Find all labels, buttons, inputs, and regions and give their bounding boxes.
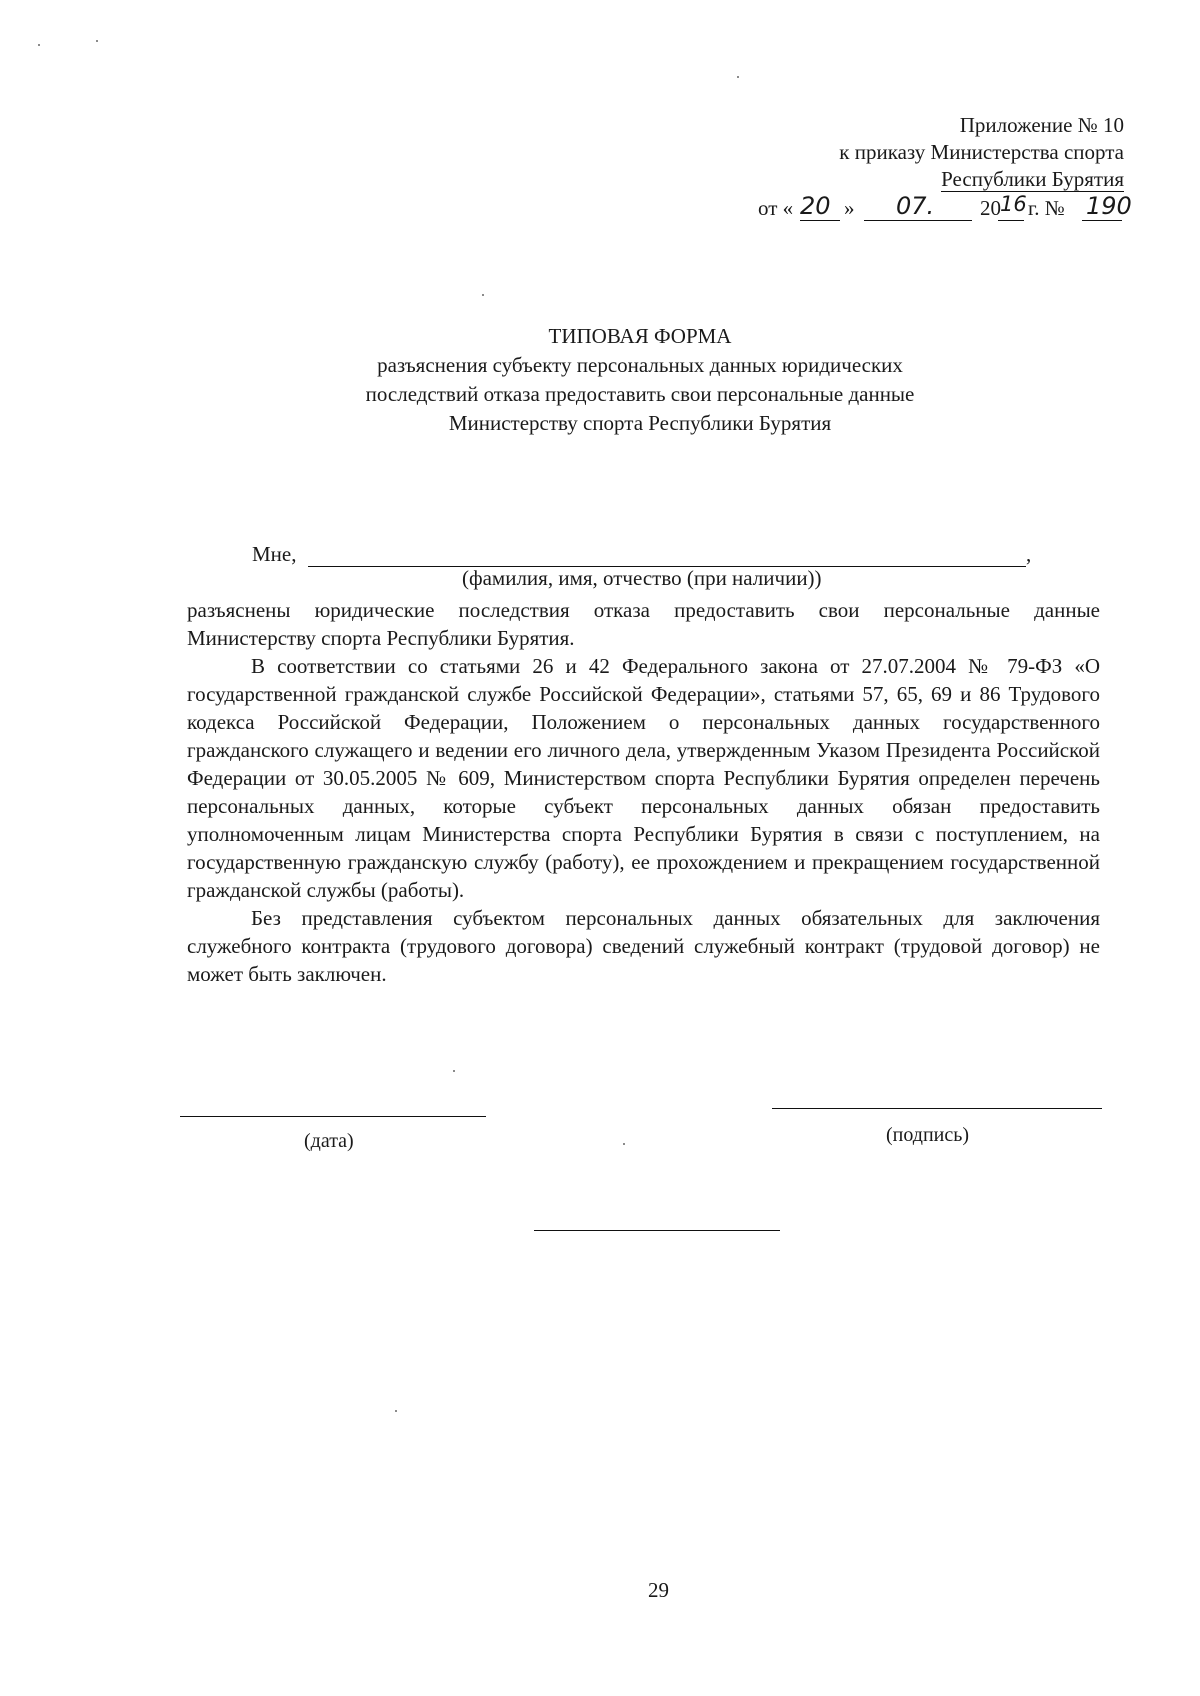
scan-speck (737, 76, 739, 78)
date-year-suffix: 16 (1000, 192, 1027, 216)
date-year-prefix: 20 (980, 196, 1001, 220)
signature-field-line[interactable] (772, 1108, 1102, 1109)
date-quote-close: » (844, 196, 855, 220)
paragraph-consequences: разъяснены юридические последствия отказа предоставить свои персональные данные Министерству спорта Республики Бурятия. (187, 598, 1100, 650)
form-title: ТИПОВАЯ ФОРМА (548, 324, 732, 348)
scan-speck (453, 1070, 455, 1072)
scan-speck (482, 294, 484, 296)
scan-speck (395, 1410, 397, 1412)
number-prefix: г. № (1028, 196, 1065, 220)
ministry-name: Республики Бурятия (941, 167, 1124, 191)
paragraph-without-data: Без представления субъектом персональных данных обязательных для заключения служебного контракта (трудового договора) сведений служебный контракт (трудовой договор) не может быть заключен. (187, 906, 1100, 986)
date-field-line[interactable] (180, 1116, 486, 1117)
bottom-field-line[interactable] (534, 1230, 780, 1231)
date-year-underline (998, 220, 1024, 221)
order-number-underline (1082, 220, 1122, 221)
form-title-block (180, 322, 1100, 438)
order-number: 190 (1086, 192, 1132, 220)
order-date-line (752, 192, 1132, 222)
date-month: 07. (896, 192, 935, 220)
scan-speck (38, 44, 40, 46)
appendix-number: Приложение № 10 (959, 113, 1124, 137)
form-subtitle-line2: последствий отказа предоставить свои персональные данные (365, 382, 915, 406)
body-text (187, 596, 1100, 988)
page-number: 29 (648, 1578, 669, 1602)
signature-caption: (подпись) (886, 1124, 970, 1146)
date-caption: (дата) (304, 1130, 354, 1152)
date-month-underline (864, 220, 972, 221)
date-day: 20 (800, 192, 831, 220)
appendix-header (700, 112, 1124, 193)
me-label: Мне, (252, 542, 297, 566)
form-subtitle-line3: Министерству спорта Республики Бурятия (448, 411, 832, 435)
name-field-comma: , (1026, 542, 1032, 566)
scan-speck (623, 1143, 625, 1145)
paragraph-legal-basis: В соответствии со статьями 26 и 42 Федерального закона от 27.07.2004 № 79-ФЗ «О государственной гражданской службе Российской Федерации», статьями 57, 65, 69 и 86 Трудового кодекса Российской Федерации, Положением о персональных данных государственного гражданского служащего и ведении его личного дела, утвержденным Указом Президента Российской Федерации от 30.05.2005 № 609, Министерством спорта Республики Бурятия определен перечень персональных данных, которые субъект персональных данных обязан предоставить уполномоченным лицам Министерства спорта Республики Бурятия в связи с поступлением, на государственную гражданскую службу (работу), ее прохождением и прекращением государственной гражданской службы (работы). (187, 654, 1100, 902)
date-prefix: от « (758, 196, 794, 220)
scan-speck (96, 40, 98, 42)
date-day-underline (800, 220, 840, 221)
order-reference: к приказу Министерства спорта (839, 140, 1124, 164)
name-field-caption: (фамилия, имя, отчество (при наличии)) (462, 566, 822, 590)
form-subtitle-line1: разъяснения субъекту персональных данных юридических (377, 353, 903, 377)
